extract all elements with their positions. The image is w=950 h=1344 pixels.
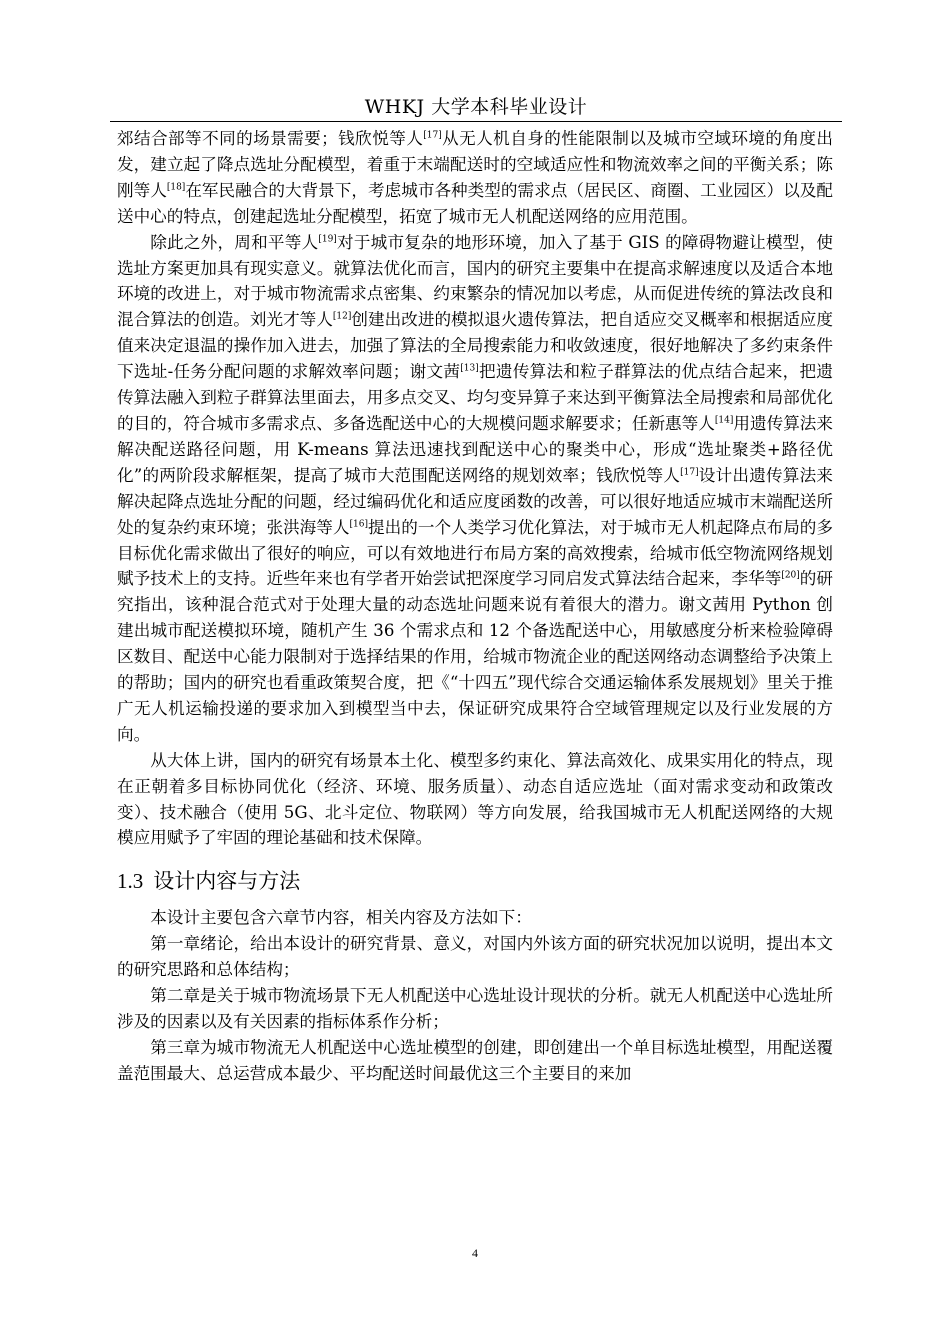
citation: [20] xyxy=(781,570,800,581)
paragraph-3: 从大体上讲，国内的研究有场景本土化、模型多约束化、算法高效化、成果实用化的特点，现在正朝着多目标协同优化（经济、环境、服务质量）、动态自适应选址（面对需求变动和政策改变）、技术融合（使用 5G、北斗定位、物联网）等方向发展，给我国城市无人机配送网络的大规模应用赋予了牢固的理论基础和技术保障。 xyxy=(117,750,833,848)
body-text xyxy=(117,126,833,1087)
paragraph-1 xyxy=(117,126,833,230)
text-run: 郊结合部等不同的场景需要；钱欣悦等人 xyxy=(117,129,424,148)
text-run: 设计出遗传算法来解决起降点选址分配的问题，经过编码优化和适应度函数的改善，可以很好地适应城市末端配送所处的复杂约束环境；张洪海等人 xyxy=(117,465,833,537)
header-divider xyxy=(110,121,842,122)
citation: [14] xyxy=(714,415,734,426)
section-paragraph: 本设计主要包含六章节内容，相关内容及方法如下： xyxy=(150,908,532,928)
citation: [12] xyxy=(332,311,352,322)
citation: [18] xyxy=(166,182,186,193)
text-run: 除此之外，周和平等人 xyxy=(150,232,319,252)
citation: [16] xyxy=(349,519,368,530)
page-number: 4 xyxy=(472,1246,478,1260)
text-run: 提出的一个人类学习优化算法，对于城市无人机起降点布局的多目标优化需求做出了很好的响应，可以有效地进行布局方案的高效搜索，给城市低空物流网络规划赋予技术上的支持。近些年来也有学者开始尝试把深度学习同启发式算法结合起来，李华等 xyxy=(117,517,834,589)
citation: [17] xyxy=(680,467,699,478)
text-run: 对于城市复杂的地形环境，加入了基于 GIS 的障碍物避让模型，使选址方案更加具有现实意义。就算法优化而言，国内的研究主要集中在提高求解速度以及适合本地环境的改进上，对于城市物流需求点密集、约束繁杂的情况加以考虑，从而促进传统的算法改良和混合算法的创造。刘光才等人 xyxy=(117,232,833,330)
text-run: 用遗传算法来解决配送路径问题，用 K-means 算法迅速找到配送中心的聚类中心，形成“选址聚类+路径优化”的两阶段求解框架，提高了城市大范围配送网络的规划效率；钱欣悦等人 xyxy=(117,413,834,485)
section-number: 1.3 xyxy=(117,869,144,894)
text-run: 在军民融合的大背景下，考虑城市各种类型的需求点（居民区、商圈、工业园区）以及配送中心的特点，创建起选址分配模型，拓宽了城市无人机配送网络的应用范围。 xyxy=(117,180,834,226)
section-paragraph: 第二章是关于城市物流场景下无人机配送中心选址设计现状的分析。就无人机配送中心选址所涉及的因素以及有关因素的指标体系作分析； xyxy=(117,986,833,1031)
section-title: 设计内容与方法 xyxy=(153,869,301,894)
citation: [13] xyxy=(460,363,479,374)
section-paragraph: 第一章绪论，给出本设计的研究背景、意义，对国内外该方面的研究状况加以说明，提出本文的研究思路和总体结构； xyxy=(117,934,833,980)
page-header: WHKJ 大学本科毕业设计 xyxy=(364,96,588,118)
citation: [19] xyxy=(318,234,337,245)
text-run: 创建出改进的模拟退火遗传算法，把自适应交叉概率和根据适应度值来决定退温的操作加入进去，加强了算法的全局搜索能力和收敛速度，很好地解决了多约束条件下选址-任务分配问题的求解效率问题；谢文茜 xyxy=(117,310,834,382)
section-paragraph: 第三章为城市物流无人机配送中心选址模型的创建，即创建出一个单目标选址模型，用配送覆盖范围最大、总运营成本最少、平均配送时间最优这三个主要目的来加 xyxy=(117,1037,833,1083)
section-heading xyxy=(117,867,833,895)
text-run: 从无人机自身的性能限制以及城市空域环境的角度出发，建立起了降点选址分配模型，着重于末端配送时的空域适应性和物流效率之间的平衡关系；陈刚等人 xyxy=(117,129,834,200)
text-run: 的研究指出，该种混合范式对于处理大量的动态选址问题来说有着很大的潜力。谢文茜用 Python 创建出城市配送模拟环境，随机产生 36 个需求点和 12 个备选配送中心，用敏感度分析来检验障碍区数目、配送中心能力限制对于选择结果的作用，给城市物流企业的配送网络动态调整给予决策上的帮助；国内的研究也看重政策契合度，把《“十四五”现代综合交通运输体系发展规划》里关于推广无人机运输投递的要求加入到模型当中去，保证研究成果符合空域管理规定以及行业发展的方向。 xyxy=(117,569,834,744)
paragraph-2 xyxy=(117,230,833,748)
text-run: 把遗传算法和粒子群算法的优点结合起来，把遗传算法融入到粒子群算法里面去，用多点交叉、均匀变异算子来达到平衡算法全局搜索和局部优化的目的，符合城市多需求点、多备选配送中心的大规模问题求解要求；任新惠等人 xyxy=(117,362,833,433)
citation: [17] xyxy=(423,130,442,141)
